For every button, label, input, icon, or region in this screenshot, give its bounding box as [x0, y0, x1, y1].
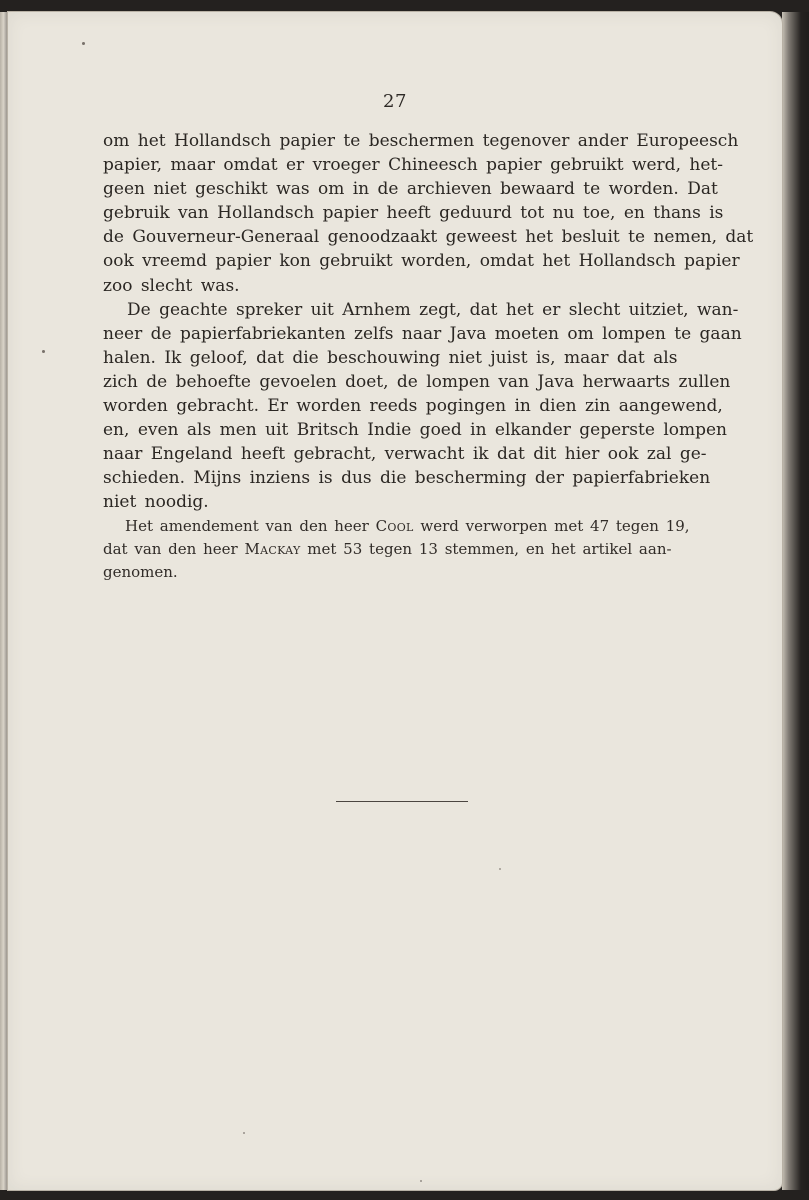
paper-speck: [42, 350, 45, 353]
text-line: halen. Ik geloof, dat die beschouwing niet juist is, maar dat als: [103, 347, 678, 368]
text-line: schieden. Mijns inziens is dus die bescherming der papierfabrieken: [103, 468, 711, 489]
text-line: niet noodig.: [103, 492, 209, 513]
paper-speck: [499, 868, 501, 870]
report-line-1: [103, 515, 703, 538]
paragraph-1: [103, 129, 754, 298]
text-line: ook vreemd papier kon gebruikt worden, omdat het Hollandsch papier: [103, 251, 740, 272]
text-line: neer de papierfabriekanten zelfs naar Java moeten om lompen te gaan: [103, 323, 742, 344]
text-line: worden gebracht. Er worden reeds pogingen in dien zin aangewend,: [103, 396, 723, 417]
text-line: de Gouverneur-Generaal genoodzaakt geweest het besluit te nemen, dat: [103, 227, 754, 248]
member-name: Mackay: [244, 539, 301, 558]
member-name: Cool: [375, 516, 414, 535]
book-page: [8, 12, 782, 1190]
text-line: en, even als men uit Britsch Indie goed in elkander geperste lompen: [103, 420, 728, 441]
text-line: De geachte spreker uit Arnhem zegt, dat het er slecht uitziet, wan-: [127, 299, 739, 320]
paragraph-2: [103, 298, 742, 515]
text-line: zoo slecht was.: [103, 275, 240, 296]
section-divider: [336, 801, 468, 802]
report-text: Het amendement van den heer: [125, 516, 376, 535]
report-line-2: [103, 538, 703, 561]
text-line: gebruik van Hollandsch papier heeft geduurd tot nu toe, en thans is: [103, 203, 724, 224]
page-edge-shadow: [782, 12, 809, 1190]
report-text: met 53 tegen 13 stemmen, en het artikel aan-: [300, 539, 672, 558]
text-line: om het Hollandsch papier te beschermen tegenover ander Europeesch: [103, 131, 739, 151]
page-number: 27: [383, 91, 407, 112]
page-body: [103, 129, 754, 584]
voting-report: [103, 515, 703, 584]
report-line-3: genomen.: [103, 562, 178, 581]
paper-speck: [243, 1132, 245, 1134]
report-text: dat van den heer: [103, 539, 245, 558]
paper-speck: [420, 1180, 422, 1182]
text-line: geen niet geschikt was om in de archieven bewaard te worden. Dat: [103, 179, 718, 200]
text-line: papier, maar omdat er vroeger Chineesch papier gebruikt werd, het-: [103, 155, 723, 176]
paper-speck: [82, 42, 85, 45]
report-text: werd verworpen met 47 tegen 19,: [413, 516, 690, 535]
text-line: naar Engeland heeft gebracht, verwacht ik dat dit hier ook zal ge-: [103, 444, 707, 465]
text-line: zich de behoefte gevoelen doet, de lompen van Java herwaarts zullen: [103, 371, 731, 392]
